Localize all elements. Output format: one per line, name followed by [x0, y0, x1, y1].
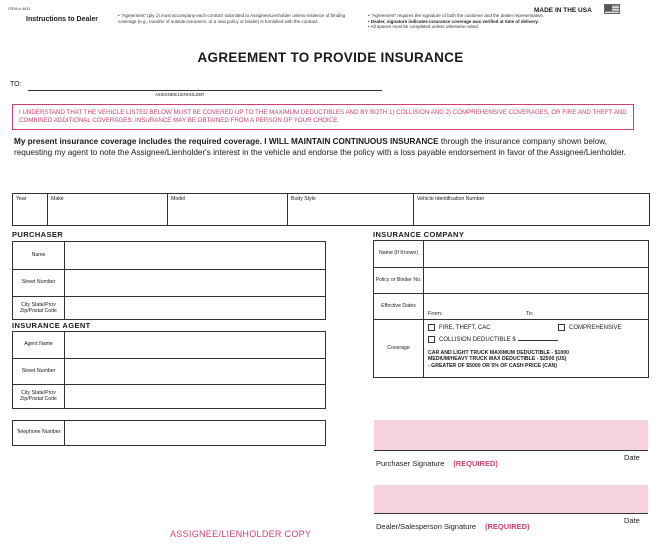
agent-city-row[interactable] — [13, 384, 325, 409]
date-to-label: To: — [526, 311, 534, 317]
fire-theft-label: FIRE, THEFT, CAC — [439, 325, 491, 332]
fire-theft-checkbox[interactable] — [428, 324, 435, 331]
agent-name-row[interactable] — [13, 332, 325, 358]
to-label: TO: — [10, 81, 22, 88]
effective-dates-row[interactable] — [374, 293, 648, 319]
purchaser-signature-label: Purchaser Signature — [376, 459, 445, 468]
agent-box — [12, 331, 326, 409]
deductible-note — [428, 350, 569, 369]
instruction-text-2c: All spaces must be completed unless otherwise noted. — [370, 24, 479, 29]
insurance-company-heading: INSURANCE COMPANY — [373, 230, 465, 239]
agent-name-label: Agent Name — [13, 332, 65, 358]
policy-number-row[interactable] — [374, 267, 648, 293]
vehicle-make-field[interactable] — [47, 194, 167, 225]
dealer-signature-box[interactable] — [374, 485, 648, 513]
collision-option[interactable] — [428, 336, 558, 343]
purchaser-signature-line — [374, 450, 648, 451]
comprehensive-option[interactable] — [558, 324, 622, 331]
deductible-note-1: CAR AND LIGHT TRUCK MAXIMUM DEDUCTIBLE - $1000 — [428, 350, 570, 356]
purchaser-name-label: Name — [13, 242, 65, 269]
purchaser-city-label: City State/Prov Zip/Postal Code — [13, 297, 65, 320]
vehicle-body-style-label: Body Style — [291, 196, 316, 202]
coverage-row — [374, 319, 648, 378]
effective-dates-label: Effective Dates — [374, 294, 424, 319]
collision-amount-line[interactable] — [518, 340, 558, 341]
statement-bold: My present insurance coverage includes the required coverage. I WILL MAINTAIN CONTINUOUS INSURANCE — [14, 137, 439, 146]
instruction-signature-text: • "Agreement" requires the signature of both the customer and the dealer representative. • Dealer, signature indicates insurance coverage was verified at time of delivery. • All spaces must be completed unless otherwise noted. — [368, 13, 545, 29]
company-name-row[interactable] — [374, 241, 648, 267]
policy-number-label: Policy or Binder No. — [374, 268, 424, 293]
collision-label: COLLISION DEDUCTIBLE $ — [439, 337, 516, 344]
company-name-label: Name (If Known) — [374, 241, 424, 267]
vehicle-model-label: Model — [171, 196, 186, 202]
agent-phone-row[interactable] — [12, 420, 326, 446]
company-box — [373, 240, 649, 378]
agent-street-label: Street Number — [13, 359, 65, 384]
statement-rest: through the insurance company shown below, requesting my agent to note the Assignee/Lienholder's interest in the vehicle and endorse the policy with a loss payable endorsement in favor of the Assignee/Lienholder. — [14, 137, 626, 157]
purchaser-signature-box[interactable] — [374, 420, 648, 450]
purchaser-street-label: Street Number — [13, 270, 65, 296]
dealer-required-label: (REQUIRED) — [484, 522, 530, 531]
item-number: ITEM # 4611 — [8, 6, 31, 11]
comprehensive-checkbox[interactable] — [558, 324, 565, 331]
vehicle-vin-field[interactable] — [413, 194, 651, 225]
purchaser-required-label: (REQUIRED) — [453, 459, 498, 468]
date-from-label: From: — [428, 311, 443, 317]
copy-label: ASSIGNEE/LIENHOLDER COPY — [170, 529, 312, 539]
vehicle-model-field[interactable] — [167, 194, 287, 225]
vehicle-vin-label: Vehicle Identification Number — [417, 196, 485, 202]
instruction-agreement-text: • "Agreement" (ply 1) must accompany each contract submitted to Assignee/Lienholder unless evidence of binding coverage (e.g., transfer of outside insurance, or a new policy or binder) is furnished with the contract. — [118, 13, 346, 24]
assignee-input-line[interactable] — [28, 90, 382, 91]
vehicle-year-field[interactable] — [13, 194, 47, 225]
instruction-text-2b: Dealer, signature indicates insurance coverage was verified at time of delivery. — [370, 18, 539, 24]
purchaser-date-label: Date — [624, 453, 640, 462]
comprehensive-label: COMPREHENSIVE — [569, 325, 622, 332]
purchaser-street-row[interactable] — [13, 269, 325, 296]
form-title: AGREEMENT TO PROVIDE INSURANCE — [197, 50, 464, 65]
agent-city-label: City State/Prov Zip/Postal Code — [13, 385, 65, 409]
vehicle-body-style-field[interactable] — [287, 194, 413, 225]
dealer-signature-label: Dealer/Salesperson Signature — [376, 522, 477, 531]
collision-checkbox[interactable] — [428, 336, 435, 343]
deductible-note-3: - GREATER OF $5000 OR 5% OF CASH PRICE (CAN) — [428, 362, 558, 369]
vehicle-make-label: Make — [51, 196, 64, 202]
deductible-note-2: MEDIUM/HEAVY TRUCK MAX DEDUCTIBLE - $2500 (US) — [428, 356, 567, 363]
assignee-sublabel: ASSIGNEE/LIENHOLDER — [155, 92, 205, 97]
vehicle-info-row — [12, 193, 650, 226]
insurance-statement — [14, 137, 644, 158]
instruction-text-1: "Agreement" (ply 1) must accompany each contract submitted to Assignee/Lienholder unless evidence of binding coverage (e.g., transfer of outside insurance, or a new policy or binder) is furnished with the contract. — [118, 13, 346, 24]
agent-phone-label: Telephone Number — [13, 421, 65, 445]
vehicle-year-label: Year — [16, 196, 27, 202]
agent-street-row[interactable] — [13, 358, 325, 384]
purchaser-city-row[interactable] — [13, 296, 325, 320]
insurance-agent-heading: INSURANCE AGENT — [12, 321, 91, 330]
instructions-label: Instructions to Dealer — [26, 16, 98, 23]
made-in-usa-label: MADE IN THE USA — [534, 7, 592, 14]
instruction-text-2a: "Agreement" requires the signature of both the customer and the dealer representative. — [370, 13, 545, 18]
fire-theft-option[interactable] — [428, 324, 491, 331]
dealer-signature-caption — [376, 516, 530, 534]
coverage-label: Coverage — [374, 320, 424, 378]
us-flag-icon — [604, 4, 620, 14]
purchaser-name-row[interactable] — [13, 242, 325, 269]
purchaser-heading: PURCHASER — [12, 230, 64, 239]
purchaser-signature-caption — [376, 453, 498, 471]
purchaser-box — [12, 241, 326, 320]
dealer-date-label: Date — [624, 516, 640, 525]
coverage-notice: I UNDERSTAND THAT THE VEHICLE LISTED BELOW MUST BE COVERED UP TO THE MAXIMUM DEDUCTIBLES AND BY BOTH 1) COLLISION AND 2) COMPREHENSIVE COVERAGES, OR FIRE AND THEFT AND COMBINED ADDITIONAL COVERAGES. INSURANCE MAY BE OBTAINED FROM A PERSON OF YOUR CHOICE. — [12, 104, 634, 130]
dealer-signature-line — [374, 513, 648, 514]
